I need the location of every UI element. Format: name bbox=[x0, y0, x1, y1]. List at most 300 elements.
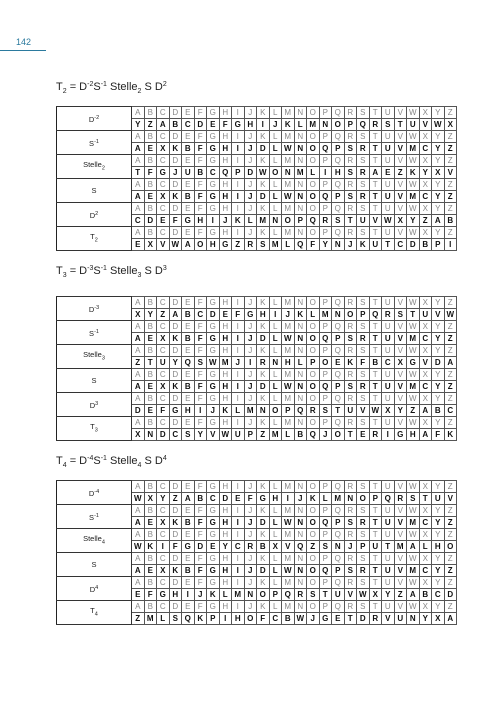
alphabet-cell: O bbox=[307, 369, 320, 381]
substitution-cell: Q bbox=[319, 333, 332, 345]
alphabet-cell: A bbox=[132, 321, 145, 333]
substitution-cell: I bbox=[382, 429, 395, 441]
row-label bbox=[57, 601, 132, 625]
substitution-cell: T bbox=[369, 381, 382, 393]
alphabet-cell: M bbox=[282, 345, 295, 357]
alphabet-cell: Z bbox=[444, 297, 457, 309]
alphabet-cell: A bbox=[132, 107, 145, 119]
substitution-cell: Q bbox=[307, 215, 320, 227]
alphabet-cell: D bbox=[169, 601, 182, 613]
substitution-cell: H bbox=[219, 143, 232, 155]
alphabet-cell: L bbox=[269, 481, 282, 493]
alphabet-cell: H bbox=[219, 601, 232, 613]
substitution-cell: D bbox=[257, 517, 270, 529]
alphabet-cell: R bbox=[344, 505, 357, 517]
heading-exponent: -3 bbox=[87, 265, 94, 272]
alphabet-cell: D bbox=[169, 155, 182, 167]
alphabet-cell: R bbox=[344, 131, 357, 143]
alphabet-cell: Q bbox=[332, 577, 345, 589]
alphabet-cell: W bbox=[407, 529, 420, 541]
substitution-cell: B bbox=[294, 429, 307, 441]
reference-alphabet-row bbox=[57, 577, 457, 589]
substitution-cell: N bbox=[332, 309, 345, 321]
alphabet-cell: O bbox=[307, 481, 320, 493]
heading-exponent: 2 bbox=[162, 81, 167, 88]
alphabet-cell: L bbox=[269, 601, 282, 613]
substitution-cell: A bbox=[407, 589, 420, 601]
alphabet-cell: N bbox=[294, 369, 307, 381]
substitution-cell: A bbox=[182, 493, 195, 505]
substitution-cell: B bbox=[182, 143, 195, 155]
alphabet-cell: L bbox=[269, 203, 282, 215]
alphabet-cell: W bbox=[407, 203, 420, 215]
substitution-cell: J bbox=[344, 239, 357, 251]
substitution-cell: H bbox=[219, 381, 232, 393]
alphabet-cell: Q bbox=[332, 297, 345, 309]
heading-stelle: Stelle bbox=[106, 265, 138, 277]
alphabet-cell: C bbox=[157, 601, 170, 613]
alphabet-cell: V bbox=[394, 553, 407, 565]
substitution-cell: Z bbox=[132, 357, 145, 369]
alphabet-cell: Z bbox=[444, 481, 457, 493]
substitution-cell: I bbox=[257, 119, 270, 131]
alphabet-cell: K bbox=[257, 297, 270, 309]
substitution-cell: D bbox=[244, 167, 257, 179]
substitution-cell: G bbox=[232, 119, 245, 131]
alphabet-cell: S bbox=[357, 179, 370, 191]
alphabet-cell: X bbox=[419, 227, 432, 239]
substitution-cell: L bbox=[269, 333, 282, 345]
substitution-cell: W bbox=[207, 357, 220, 369]
substitution-cell: H bbox=[407, 429, 420, 441]
heading-s: S bbox=[93, 455, 101, 467]
substitution-cell: N bbox=[269, 215, 282, 227]
substitution-cell: O bbox=[319, 357, 332, 369]
row-label bbox=[57, 553, 132, 577]
substitution-cell: P bbox=[244, 429, 257, 441]
alphabet-cell: S bbox=[357, 505, 370, 517]
substitution-cell: D bbox=[132, 405, 145, 417]
substitution-cell: Q bbox=[294, 405, 307, 417]
substitution-cell: Y bbox=[219, 541, 232, 553]
alphabet-cell: U bbox=[382, 553, 395, 565]
alphabet-cell: X bbox=[419, 505, 432, 517]
reference-alphabet-row bbox=[57, 601, 457, 613]
substitution-cell: A bbox=[419, 429, 432, 441]
alphabet-cell: A bbox=[132, 369, 145, 381]
alphabet-cell: S bbox=[357, 369, 370, 381]
heading-lhs-subscript: 2 bbox=[62, 88, 67, 96]
substitution-cell: G bbox=[207, 191, 220, 203]
substitution-cell: Z bbox=[407, 405, 420, 417]
alphabet-cell: I bbox=[232, 553, 245, 565]
substitution-cell: Y bbox=[432, 333, 445, 345]
substitution-cell: S bbox=[257, 239, 270, 251]
substitution-cell: C bbox=[269, 613, 282, 625]
alphabet-cell: Z bbox=[444, 107, 457, 119]
alphabet-cell: L bbox=[269, 417, 282, 429]
substitution-cell: D bbox=[144, 215, 157, 227]
substitution-cell: T bbox=[419, 493, 432, 505]
substitution-cell: E bbox=[132, 239, 145, 251]
substitution-cell: N bbox=[294, 517, 307, 529]
row-label bbox=[57, 155, 132, 179]
substitution-cell: I bbox=[232, 191, 245, 203]
alphabet-cell: A bbox=[132, 481, 145, 493]
substitution-cell: G bbox=[182, 541, 195, 553]
substitution-cell: I bbox=[219, 613, 232, 625]
substitution-cell: Z bbox=[394, 167, 407, 179]
alphabet-cell: G bbox=[207, 203, 220, 215]
heading-lhs: T bbox=[56, 81, 63, 93]
substitution-cell: P bbox=[332, 381, 345, 393]
alphabet-cell: I bbox=[232, 297, 245, 309]
heading-exponent: -1 bbox=[100, 81, 107, 88]
substitution-cell: X bbox=[157, 143, 170, 155]
alphabet-cell: E bbox=[182, 179, 195, 191]
alphabet-cell: K bbox=[257, 505, 270, 517]
alphabet-cell: Y bbox=[432, 227, 445, 239]
substitution-cell: G bbox=[157, 589, 170, 601]
alphabet-cell: V bbox=[394, 505, 407, 517]
alphabet-cell: K bbox=[257, 529, 270, 541]
substitution-cell: V bbox=[444, 167, 457, 179]
alphabet-cell: D bbox=[169, 203, 182, 215]
alphabet-cell: B bbox=[144, 601, 157, 613]
alphabet-cell: K bbox=[257, 203, 270, 215]
substitution-cell: F bbox=[432, 429, 445, 441]
alphabet-cell: X bbox=[419, 481, 432, 493]
alphabet-cell: Z bbox=[444, 321, 457, 333]
substitution-cell: V bbox=[207, 429, 220, 441]
substitution-cell: O bbox=[307, 517, 320, 529]
substitution-cell: I bbox=[232, 143, 245, 155]
reference-alphabet-row bbox=[57, 107, 457, 119]
alphabet-cell: F bbox=[194, 505, 207, 517]
alphabet-cell: Z bbox=[444, 601, 457, 613]
substitution-cell: I bbox=[444, 239, 457, 251]
substitution-cell: G bbox=[182, 215, 195, 227]
alphabet-cell: Z bbox=[444, 369, 457, 381]
alphabet-cell: G bbox=[207, 529, 220, 541]
substitution-cell: E bbox=[144, 143, 157, 155]
substitution-cell: H bbox=[432, 541, 445, 553]
alphabet-cell: K bbox=[257, 601, 270, 613]
substitution-cell: R bbox=[244, 541, 257, 553]
substitution-cell: Y bbox=[382, 589, 395, 601]
reference-alphabet-row bbox=[57, 481, 457, 493]
alphabet-cell: G bbox=[207, 179, 220, 191]
alphabet-cell: B bbox=[144, 393, 157, 405]
alphabet-cell: B bbox=[144, 417, 157, 429]
substitution-cell: G bbox=[407, 357, 420, 369]
substitution-cell: J bbox=[244, 565, 257, 577]
substitution-cell: J bbox=[294, 493, 307, 505]
substitution-cell: W bbox=[282, 143, 295, 155]
substitution-cell: D bbox=[257, 565, 270, 577]
substitution-cell: X bbox=[132, 309, 145, 321]
substitution-cell: Q bbox=[294, 541, 307, 553]
reference-alphabet-row bbox=[57, 529, 457, 541]
substitution-cell: M bbox=[407, 565, 420, 577]
substitution-cell: B bbox=[182, 381, 195, 393]
row-label-subscript: 3 bbox=[101, 355, 105, 362]
alphabet-cell: G bbox=[207, 227, 220, 239]
substitution-cell: F bbox=[244, 493, 257, 505]
heading-eq: = D bbox=[66, 265, 88, 277]
substitution-cell: E bbox=[219, 309, 232, 321]
substitution-cell: I bbox=[232, 565, 245, 577]
substitution-cell: M bbox=[144, 613, 157, 625]
alphabet-cell: R bbox=[344, 107, 357, 119]
substitution-cell: Y bbox=[157, 493, 170, 505]
alphabet-cell: C bbox=[157, 155, 170, 167]
substitution-cell: M bbox=[407, 381, 420, 393]
substitution-cell: Y bbox=[432, 517, 445, 529]
substitution-cell: R bbox=[319, 215, 332, 227]
substitution-cell: Q bbox=[319, 191, 332, 203]
alphabet-cell: N bbox=[294, 345, 307, 357]
alphabet-cell: K bbox=[257, 577, 270, 589]
substitution-cell: N bbox=[244, 589, 257, 601]
substitution-cell: M bbox=[307, 119, 320, 131]
row-label-exponent: -1 bbox=[94, 512, 99, 519]
alphabet-cell: O bbox=[307, 393, 320, 405]
substitution-cell: F bbox=[169, 215, 182, 227]
alphabet-cell: X bbox=[419, 321, 432, 333]
alphabet-cell: O bbox=[307, 107, 320, 119]
alphabet-cell: U bbox=[382, 203, 395, 215]
substitution-cell: S bbox=[382, 119, 395, 131]
alphabet-cell: S bbox=[357, 107, 370, 119]
substitution-cell: P bbox=[307, 357, 320, 369]
alphabet-cell: Y bbox=[432, 577, 445, 589]
alphabet-cell: I bbox=[232, 417, 245, 429]
alphabet-cell: V bbox=[394, 481, 407, 493]
row-label-exponent: -2 bbox=[94, 114, 100, 121]
alphabet-cell: V bbox=[394, 417, 407, 429]
substitution-cell: W bbox=[282, 381, 295, 393]
alphabet-cell: Z bbox=[444, 393, 457, 405]
section-heading bbox=[56, 455, 167, 469]
substitution-cell: W bbox=[382, 215, 395, 227]
substitution-cell: A bbox=[132, 565, 145, 577]
substitution-cell: J bbox=[207, 405, 220, 417]
substitution-cell: U bbox=[157, 357, 170, 369]
substitution-cell: E bbox=[144, 405, 157, 417]
substitution-cell: A bbox=[182, 239, 195, 251]
alphabet-cell: N bbox=[294, 297, 307, 309]
substitution-cell: F bbox=[257, 613, 270, 625]
substitution-cell: M bbox=[407, 191, 420, 203]
substitution-cell: K bbox=[407, 167, 420, 179]
row-label-exponent: -4 bbox=[94, 488, 100, 495]
substitution-cell: V bbox=[382, 613, 395, 625]
alphabet-cell: H bbox=[219, 553, 232, 565]
alphabet-cell: S bbox=[357, 155, 370, 167]
substitution-cell: K bbox=[344, 357, 357, 369]
substitution-cell: P bbox=[232, 167, 245, 179]
substitution-cell: N bbox=[294, 565, 307, 577]
substitution-cell: H bbox=[182, 405, 195, 417]
alphabet-cell: P bbox=[319, 321, 332, 333]
substitution-cell: F bbox=[194, 381, 207, 393]
alphabet-cell: R bbox=[344, 227, 357, 239]
row-label bbox=[57, 297, 132, 321]
substitution-cell: S bbox=[194, 357, 207, 369]
alphabet-cell: Y bbox=[432, 321, 445, 333]
row-label bbox=[57, 529, 132, 553]
substitution-cell: T bbox=[332, 405, 345, 417]
alphabet-cell: A bbox=[132, 131, 145, 143]
alphabet-cell: P bbox=[319, 345, 332, 357]
alphabet-cell: C bbox=[157, 481, 170, 493]
alphabet-cell: W bbox=[407, 369, 420, 381]
substitution-cell: B bbox=[282, 613, 295, 625]
alphabet-cell: S bbox=[357, 227, 370, 239]
alphabet-cell: G bbox=[207, 417, 220, 429]
substitution-cell: E bbox=[144, 333, 157, 345]
alphabet-cell: B bbox=[144, 203, 157, 215]
row-label-text: S bbox=[91, 186, 97, 195]
substitution-cell: Q bbox=[307, 429, 320, 441]
substitution-cell: A bbox=[369, 167, 382, 179]
substitution-cell: E bbox=[157, 215, 170, 227]
substitution-cell: A bbox=[444, 613, 457, 625]
row-label-subscript: 2 bbox=[94, 237, 98, 244]
substitution-cell: F bbox=[194, 333, 207, 345]
substitution-cell: L bbox=[269, 565, 282, 577]
alphabet-cell: H bbox=[219, 297, 232, 309]
substitution-cell: Q bbox=[182, 613, 195, 625]
substitution-cell: Z bbox=[444, 333, 457, 345]
substitution-cell: M bbox=[294, 167, 307, 179]
alphabet-cell: T bbox=[369, 481, 382, 493]
alphabet-cell: I bbox=[232, 155, 245, 167]
substitution-cell: E bbox=[207, 119, 220, 131]
alphabet-cell: I bbox=[232, 179, 245, 191]
alphabet-cell: K bbox=[257, 321, 270, 333]
alphabet-cell: G bbox=[207, 393, 220, 405]
substitution-cell: P bbox=[294, 215, 307, 227]
substitution-cell: D bbox=[194, 541, 207, 553]
alphabet-cell: T bbox=[369, 505, 382, 517]
alphabet-cell: D bbox=[169, 529, 182, 541]
substitution-cell: C bbox=[382, 357, 395, 369]
substitution-cell: R bbox=[357, 143, 370, 155]
substitution-cell: K bbox=[357, 239, 370, 251]
substitution-cell: V bbox=[394, 517, 407, 529]
alphabet-cell: B bbox=[144, 553, 157, 565]
substitution-cell: N bbox=[332, 239, 345, 251]
alphabet-cell: D bbox=[169, 505, 182, 517]
alphabet-cell: X bbox=[419, 345, 432, 357]
substitution-cell: T bbox=[369, 565, 382, 577]
alphabet-cell: V bbox=[394, 155, 407, 167]
substitution-cell: H bbox=[232, 613, 245, 625]
alphabet-cell: N bbox=[294, 505, 307, 517]
alphabet-cell: K bbox=[257, 481, 270, 493]
alphabet-cell: A bbox=[132, 297, 145, 309]
substitution-cell: J bbox=[232, 357, 245, 369]
alphabet-cell: E bbox=[182, 107, 195, 119]
alphabet-cell: W bbox=[407, 155, 420, 167]
substitution-cell: R bbox=[357, 565, 370, 577]
alphabet-cell: Y bbox=[432, 505, 445, 517]
row-label-text: D bbox=[89, 584, 96, 594]
alphabet-cell: R bbox=[344, 481, 357, 493]
substitution-cell: C bbox=[132, 215, 145, 227]
substitution-cell: V bbox=[419, 357, 432, 369]
substitution-cell: M bbox=[394, 541, 407, 553]
alphabet-cell: N bbox=[294, 553, 307, 565]
substitution-cell: S bbox=[344, 191, 357, 203]
alphabet-cell: H bbox=[219, 417, 232, 429]
row-label-exponent: 4 bbox=[95, 584, 99, 591]
substitution-cell: G bbox=[394, 429, 407, 441]
heading-tail: S D bbox=[141, 455, 163, 467]
substitution-cell: I bbox=[182, 589, 195, 601]
alphabet-cell: F bbox=[194, 553, 207, 565]
alphabet-cell: T bbox=[369, 321, 382, 333]
alphabet-cell: S bbox=[357, 481, 370, 493]
substitution-cell: Q bbox=[357, 119, 370, 131]
row-label-text: Stelle bbox=[83, 349, 102, 359]
alphabet-cell: F bbox=[194, 481, 207, 493]
heading-eq: = D bbox=[66, 455, 88, 467]
substitution-cell: G bbox=[319, 613, 332, 625]
alphabet-cell: N bbox=[294, 417, 307, 429]
alphabet-cell: T bbox=[369, 553, 382, 565]
reference-alphabet-row bbox=[57, 417, 457, 429]
alphabet-cell: F bbox=[194, 393, 207, 405]
substitution-cell: C bbox=[432, 589, 445, 601]
alphabet-cell: R bbox=[344, 529, 357, 541]
substitution-cell: L bbox=[319, 493, 332, 505]
substitution-cell: F bbox=[194, 517, 207, 529]
alphabet-cell: L bbox=[269, 107, 282, 119]
substitution-cell: C bbox=[232, 541, 245, 553]
alphabet-cell: L bbox=[269, 505, 282, 517]
alphabet-cell: E bbox=[182, 417, 195, 429]
alphabet-cell: Q bbox=[332, 601, 345, 613]
substitution-cell: W bbox=[357, 589, 370, 601]
substitution-cell: A bbox=[444, 357, 457, 369]
alphabet-cell: W bbox=[407, 107, 420, 119]
substitution-cell: E bbox=[332, 357, 345, 369]
substitution-cell: A bbox=[407, 541, 420, 553]
substitution-cell: B bbox=[369, 357, 382, 369]
substitution-cell: Q bbox=[382, 493, 395, 505]
substitution-cell: P bbox=[357, 309, 370, 321]
alphabet-cell: O bbox=[307, 131, 320, 143]
substitution-cell: C bbox=[419, 565, 432, 577]
alphabet-cell: L bbox=[269, 393, 282, 405]
substitution-cell: X bbox=[444, 119, 457, 131]
substitution-cell: T bbox=[394, 119, 407, 131]
substitution-cell: L bbox=[269, 143, 282, 155]
substitution-cell: H bbox=[219, 565, 232, 577]
alphabet-cell: J bbox=[244, 553, 257, 565]
row-label bbox=[57, 107, 132, 131]
substitution-cell: V bbox=[369, 215, 382, 227]
substitution-cell: H bbox=[332, 167, 345, 179]
row-label-text: D bbox=[88, 304, 95, 314]
alphabet-cell: Q bbox=[332, 369, 345, 381]
substitution-cell: M bbox=[219, 357, 232, 369]
alphabet-cell: D bbox=[169, 553, 182, 565]
substitution-cell: J bbox=[244, 381, 257, 393]
